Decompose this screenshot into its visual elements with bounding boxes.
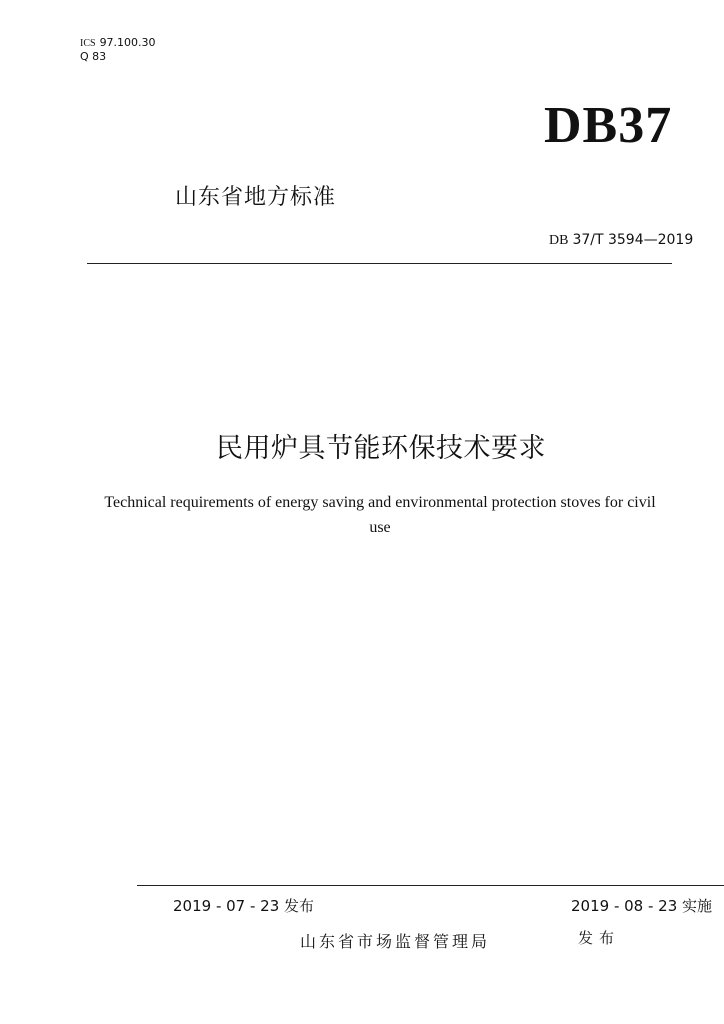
- standard-type: 山东省地方标准: [175, 185, 337, 210]
- publish-date: 2019 - 07 - 23 发布: [173, 897, 315, 915]
- issue-label: 发布: [578, 929, 621, 947]
- implementation-date: 2019 - 08 - 23 实施: [571, 897, 713, 915]
- standard-number-prefix: DB: [549, 233, 569, 248]
- top-divider: [87, 263, 672, 264]
- ics-line: [80, 36, 156, 49]
- standard-number-value: 37/T 3594—2019: [572, 232, 694, 248]
- ics-code: 97.100.30: [99, 36, 156, 49]
- english-title: Technical requirements of energy saving and environmental protection stoves for civil use: [104, 494, 656, 536]
- classification-code: Q 83: [80, 50, 107, 63]
- db-logo: DB37: [544, 97, 673, 154]
- issuing-authority: 山东省市场监督管理局: [300, 932, 491, 951]
- ics-label: ICS: [80, 38, 96, 49]
- chinese-title: 民用炉具节能环保技术要求: [216, 433, 546, 464]
- standard-number: [549, 232, 693, 249]
- bottom-divider: [137, 885, 724, 886]
